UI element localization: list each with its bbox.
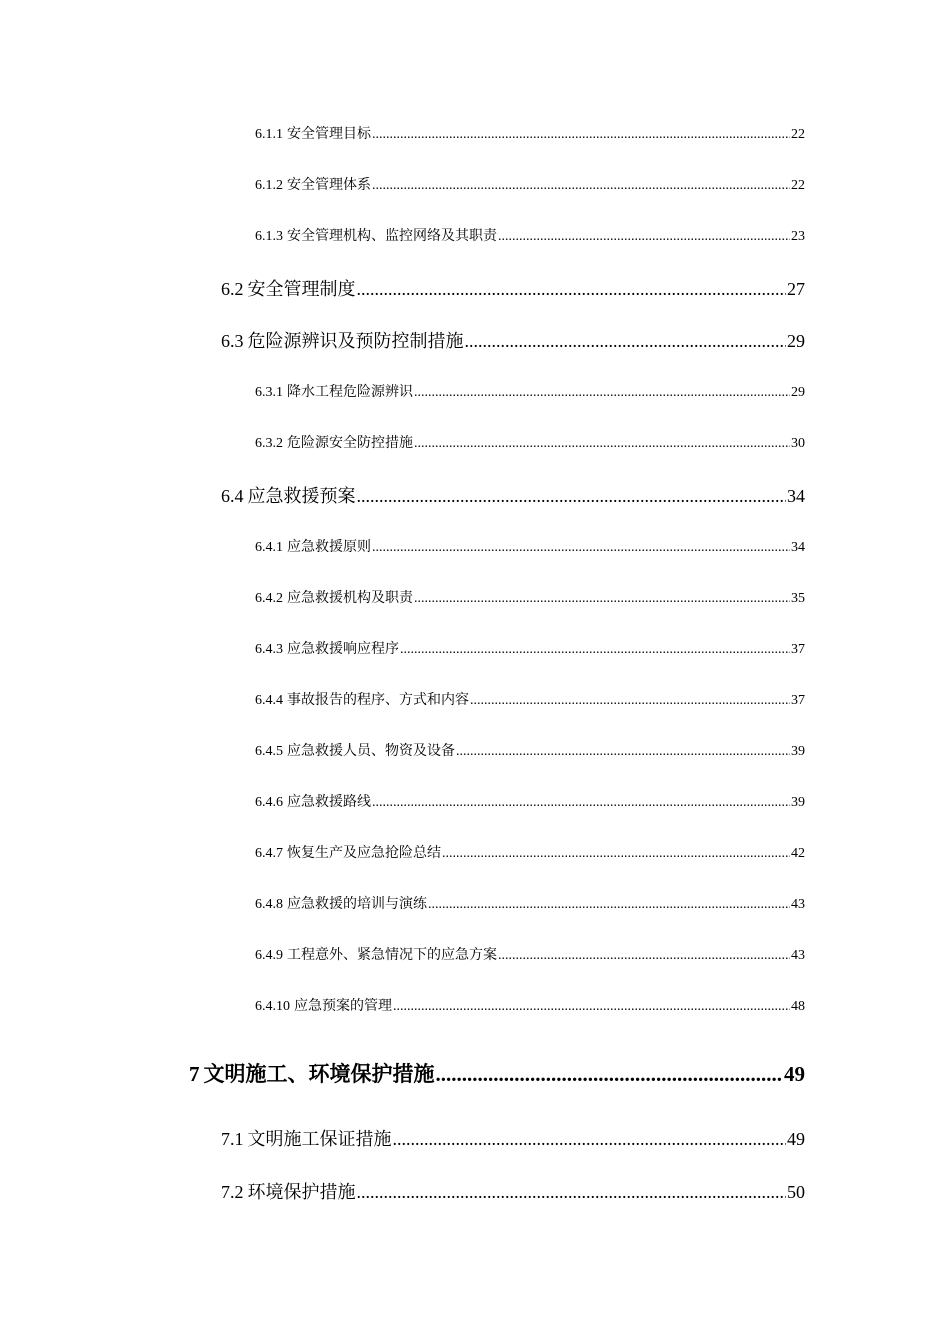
toc-entry-number: 6.3.2 [255,436,283,451]
toc-leader-dots [372,178,790,195]
toc-entry-number: 7 [189,1062,200,1086]
toc-entry-number: 6.4.7 [255,846,283,861]
toc-entry-page: 37 [791,693,805,708]
toc-entry-number: 6.4 [221,486,244,506]
toc-entry-title: 危险源辨识及预防控制措施 [247,331,464,351]
toc-entry-title: 降水工程危险源辨识 [287,385,413,400]
toc-leader-dots [465,331,787,353]
toc-entry-page: 34 [787,486,805,506]
toc-leader-dots [372,795,790,812]
toc-leader-dots [442,846,790,863]
toc-entry-number: 6.4.4 [255,693,283,708]
toc-entry[interactable] [221,279,805,301]
toc-entry[interactable] [255,693,805,710]
toc-entry-title: 安全管理目标 [287,127,371,142]
toc-entry-title: 安全管理机构、监控网络及其职责 [287,229,497,244]
toc-entry-title: 应急预案的管理 [294,999,392,1014]
toc-entry-title: 环境保护措施 [247,1182,356,1202]
toc-entry[interactable] [255,846,805,863]
toc-entry-title: 事故报告的程序、方式和内容 [287,693,469,708]
toc-entry-title: 应急救援机构及职责 [287,591,413,606]
toc-entry-page: 22 [791,127,805,142]
toc-entry-page: 50 [787,1182,805,1202]
toc-entry[interactable] [221,1129,805,1151]
toc-entry[interactable] [221,331,805,353]
toc-entry[interactable] [255,178,805,195]
toc-entry-number: 7.1 [221,1129,244,1149]
toc-leader-dots [357,1182,787,1204]
toc-entry[interactable] [255,127,805,144]
toc-entry-page: 49 [784,1062,805,1086]
toc-entry-title: 文明施工保证措施 [247,1129,392,1149]
toc-entry-number: 6.2 [221,279,244,299]
toc-entry[interactable] [221,486,805,508]
toc-entry-page: 48 [791,999,805,1014]
toc-leader-dots [357,486,787,508]
toc-leader-dots [372,540,790,557]
toc-entry[interactable] [255,642,805,659]
toc-entry-page: 37 [791,642,805,657]
toc-entry-number: 6.3 [221,331,244,351]
toc-entry-page: 22 [791,178,805,193]
toc-entry[interactable] [189,1062,805,1087]
toc-entry-page: 34 [791,540,805,555]
toc-entry-title: 工程意外、紧急情况下的应急方案 [287,948,497,963]
toc-entry-page: 35 [791,591,805,606]
toc-entry-page: 27 [787,279,805,299]
toc-entry-page: 39 [791,744,805,759]
toc-entry-title: 安全管理体系 [287,178,371,193]
toc-entry-page: 43 [791,948,805,963]
toc-entry-number: 6.1.3 [255,229,283,244]
toc-leader-dots [498,229,790,246]
toc-leader-dots [414,436,790,453]
toc-entry[interactable] [255,540,805,557]
toc-entry[interactable] [255,948,805,965]
toc-entry-title: 危险源安全防控措施 [287,436,413,451]
toc-leader-dots [372,127,790,144]
toc-leader-dots [456,744,790,761]
toc-entry-page: 43 [791,897,805,912]
toc-entry-number: 6.1.1 [255,127,283,142]
toc-leader-dots [400,642,790,659]
toc-entry[interactable] [255,744,805,761]
toc-entry-page: 23 [791,229,805,244]
toc-entry[interactable] [255,385,805,402]
toc-entry[interactable] [255,795,805,812]
toc-entry-number: 6.4.9 [255,948,283,963]
toc-entry-title: 文明施工、环境保护措施 [203,1062,435,1086]
toc-leader-dots [470,693,790,710]
toc-entry-title: 恢复生产及应急抢险总结 [287,846,441,861]
toc-leader-dots [428,897,790,914]
toc-entry[interactable] [255,999,805,1016]
toc-entry-title: 应急救援路线 [287,795,371,810]
toc-entry-page: 39 [791,795,805,810]
toc-entry-number: 6.4.6 [255,795,283,810]
toc-entry[interactable] [221,1182,805,1204]
toc-entry[interactable] [255,897,805,914]
toc-entry-number: 6.4.2 [255,591,283,606]
toc-entry[interactable] [255,436,805,453]
toc-entry[interactable] [255,229,805,246]
toc-entry-title: 应急救援的培训与演练 [287,897,427,912]
toc-entry-title: 应急救援原则 [287,540,371,555]
toc-entry-page: 49 [787,1129,805,1149]
toc-entry-number: 6.4.8 [255,897,283,912]
toc-entry[interactable] [255,591,805,608]
toc-entry-number: 7.2 [221,1182,244,1202]
toc-entry-number: 6.4.3 [255,642,283,657]
toc-entry-page: 29 [787,331,805,351]
toc-entry-page: 42 [791,846,805,861]
toc-leader-dots [436,1062,784,1087]
toc-entry-number: 6.3.1 [255,385,283,400]
toc-leader-dots [393,1129,787,1151]
toc-entry-title: 应急救援人员、物资及设备 [287,744,455,759]
toc-entry-page: 29 [791,385,805,400]
toc-entry-number: 6.4.10 [255,999,290,1014]
toc-leader-dots [393,999,790,1016]
toc-entry-title: 应急救援响应程序 [287,642,399,657]
toc-entry-number: 6.4.5 [255,744,283,759]
toc-leader-dots [414,385,790,402]
toc-entry-title: 安全管理制度 [247,279,356,299]
toc-leader-dots [498,948,790,965]
toc-entry-number: 6.4.1 [255,540,283,555]
toc-entry-page: 30 [791,436,805,451]
toc-leader-dots [414,591,790,608]
toc-leader-dots [357,279,787,301]
toc-entry-title: 应急救援预案 [247,486,356,506]
toc-entry-number: 6.1.2 [255,178,283,193]
